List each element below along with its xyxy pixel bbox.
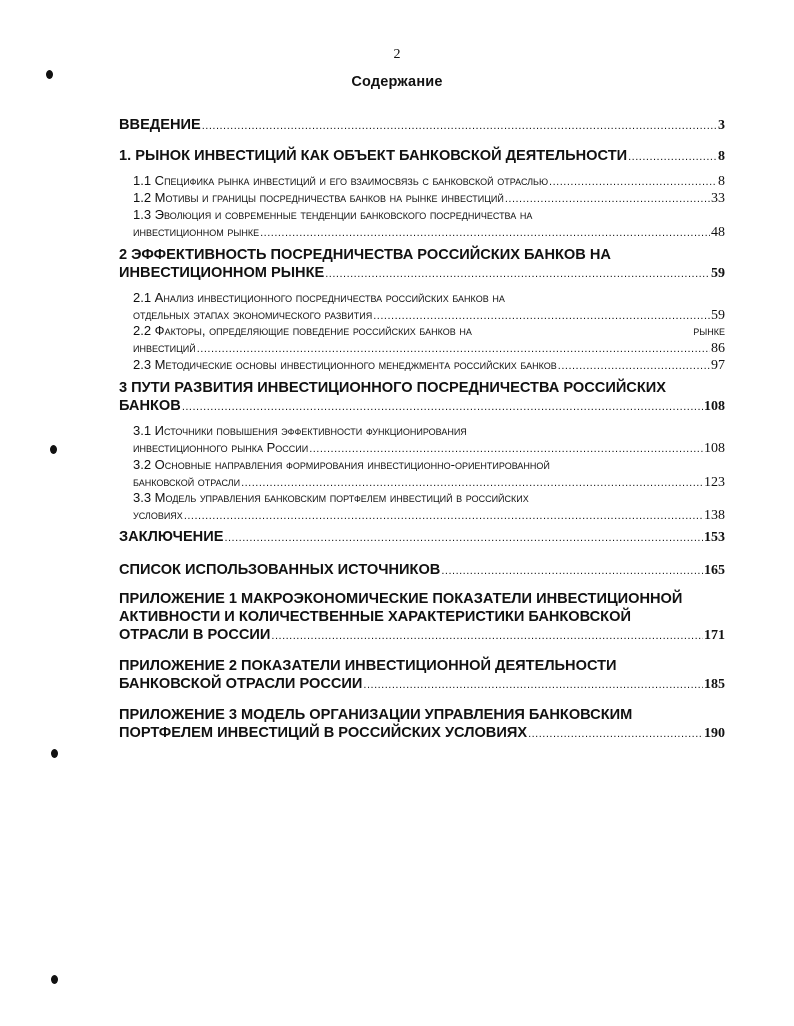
toc-entry-page: 185 — [704, 677, 725, 692]
toc-entry-title-cont: ИНВЕСТИЦИОННОМ РЫНКЕ — [119, 265, 325, 281]
toc-entry-title: ПРИЛОЖЕНИЕ 2 ПОКАЗАТЕЛИ ИНВЕСТИЦИОННОЙ ДЕЯТЕЛЬНОСТИ — [119, 658, 617, 674]
toc-entry-title-cont: инвестиций — [133, 340, 196, 355]
toc-entry-section-3-2[interactable] — [133, 456, 725, 492]
toc-entry-page: 165 — [704, 563, 725, 578]
toc-entry-page: 108 — [704, 399, 725, 414]
toc-entry-page: 86 — [711, 341, 725, 356]
toc-entry-page: 97 — [711, 358, 725, 373]
page-number: 2 — [393, 47, 401, 62]
toc-entry-title-cont: БАНКОВ — [119, 398, 181, 414]
toc-entry-title: 2 ЭФФЕКТИВНОСТЬ ПОСРЕДНИЧЕСТВА РОССИЙСКИХ БАНКОВ НА — [119, 247, 611, 263]
toc-entry-section-2-3[interactable] — [133, 356, 725, 375]
toc-entry-title-cont: банковской отрасли — [133, 474, 241, 489]
page-title: Содержание — [351, 74, 443, 90]
toc-entry-section-2-1[interactable] — [133, 289, 725, 325]
toc-entry-title-cont: БАНКОВСКОЙ ОТРАСЛИ РОССИИ — [119, 676, 363, 692]
toc-entry-title: ПРИЛОЖЕНИЕ 3 МОДЕЛЬ ОРГАНИЗАЦИИ УПРАВЛЕНИЯ БАНКОВСКИМ — [119, 707, 633, 723]
toc-entry-title: 3 ПУТИ РАЗВИТИЯ ИНВЕСТИЦИОННОГО ПОСРЕДНИЧЕСТВА РОССИЙСКИХ — [119, 380, 666, 396]
toc-entry-page: 48 — [711, 225, 725, 240]
toc-entry-title: 1.2 Мотивы и границы посредничества банков на рынке инвестиций — [133, 190, 504, 205]
toc-entry-title-cont: инвестиционном рынке — [133, 224, 260, 239]
toc-entry-title: ВВЕДЕНИЕ — [119, 117, 201, 133]
toc-entry-title: ПРИЛОЖЕНИЕ 1 МАКРОЭКОНОМИЧЕСКИЕ ПОКАЗАТЕЛИ ИНВЕСТИЦИОННОЙ — [119, 591, 683, 607]
toc-entry-page: 59 — [711, 308, 725, 323]
toc-entry-appendix-2[interactable] — [119, 657, 725, 694]
punch-hole-mark — [51, 975, 58, 984]
toc-entry-title: 3.1 Источники повышения эффективности функционирования — [133, 423, 467, 438]
toc-entry-page: 59 — [711, 266, 725, 281]
toc-entry-section-3-1[interactable] — [133, 422, 725, 458]
toc-entry-title: 2.3 Методические основы инвестиционного менеджмента российских банков — [133, 357, 557, 372]
punch-hole-mark — [51, 749, 58, 758]
toc-entry-title: 3.3 Модель управления банковским портфелем инвестиций в российских — [133, 490, 529, 505]
toc-entry-title-cont: ОТРАСЛИ В РОССИИ — [119, 627, 271, 643]
toc-entry-title: СПИСОК ИСПОЛЬЗОВАННЫХ ИСТОЧНИКОВ — [119, 562, 441, 578]
toc-entry-title: 2.2 Факторы, определяющие поведение российских банков на — [133, 323, 472, 338]
toc-entry-title-cont: отдельных этапах экономического развития — [133, 307, 373, 322]
toc-entry-page: 190 — [704, 726, 725, 741]
toc-entry-title-word: рынке — [693, 323, 725, 338]
toc-entry-page: 33 — [711, 191, 725, 206]
toc-entry-appendix-3[interactable] — [119, 706, 725, 743]
toc-entry-title-cont: условиях — [133, 507, 183, 522]
toc-entry-section-3-3[interactable] — [133, 489, 725, 525]
toc-entry-title: 1.3 Эволюция и современные тенденции банковского посредничества на — [133, 207, 533, 222]
toc-entry-page: 3 — [718, 118, 725, 133]
punch-hole-mark — [50, 445, 57, 454]
toc-entry-page: 8 — [718, 174, 725, 189]
toc-entry-title: 1.1 Специфика рынка инвестиций и его взаимосвязь с банковской отраслью — [133, 173, 549, 188]
toc-entry-conclusion[interactable] — [119, 528, 725, 547]
toc-entry-references[interactable] — [119, 561, 725, 580]
toc-entry-title: 3.2 Основные направления формирования инвестиционно-ориентированной — [133, 457, 550, 472]
toc-entry-page: 8 — [718, 149, 725, 164]
toc-entry-chapter-2[interactable] — [119, 246, 725, 283]
toc-entry-title: 1. РЫНОК ИНВЕСТИЦИЙ КАК ОБЪЕКТ БАНКОВСКОЙ ДЕЯТЕЛЬНОСТИ — [119, 148, 628, 164]
toc-entry-title-cont: ПОРТФЕЛЕМ ИНВЕСТИЦИЙ В РОССИЙСКИХ УСЛОВИЯХ — [119, 725, 528, 741]
toc-entry-section-2-2[interactable] — [133, 322, 725, 358]
toc-entry-title-cont: инвестиционного рынка России — [133, 440, 309, 455]
toc-entry-section-1-3[interactable] — [133, 206, 725, 242]
toc-entry-title: ЗАКЛЮЧЕНИЕ — [119, 529, 224, 545]
toc-entry-chapter-3[interactable] — [119, 379, 725, 416]
punch-hole-mark — [46, 70, 53, 79]
toc-entry-page: 153 — [704, 530, 725, 545]
toc-entry-title-cont: АКТИВНОСТИ И КОЛИЧЕСТВЕННЫЕ ХАРАКТЕРИСТИКИ БАНКОВСКОЙ — [119, 609, 631, 625]
toc-entry-title: 2.1 Анализ инвестиционного посредничества российских банков на — [133, 290, 505, 305]
toc-entry-chapter-1[interactable] — [119, 147, 725, 166]
toc-entry-page: 123 — [704, 475, 725, 490]
toc-entry-page: 171 — [704, 628, 725, 643]
toc-entry-page: 138 — [704, 508, 725, 523]
toc-entry-introduction[interactable] — [119, 116, 725, 135]
toc-entry-appendix-1[interactable] — [119, 590, 725, 645]
toc-entry-page: 108 — [704, 441, 725, 456]
